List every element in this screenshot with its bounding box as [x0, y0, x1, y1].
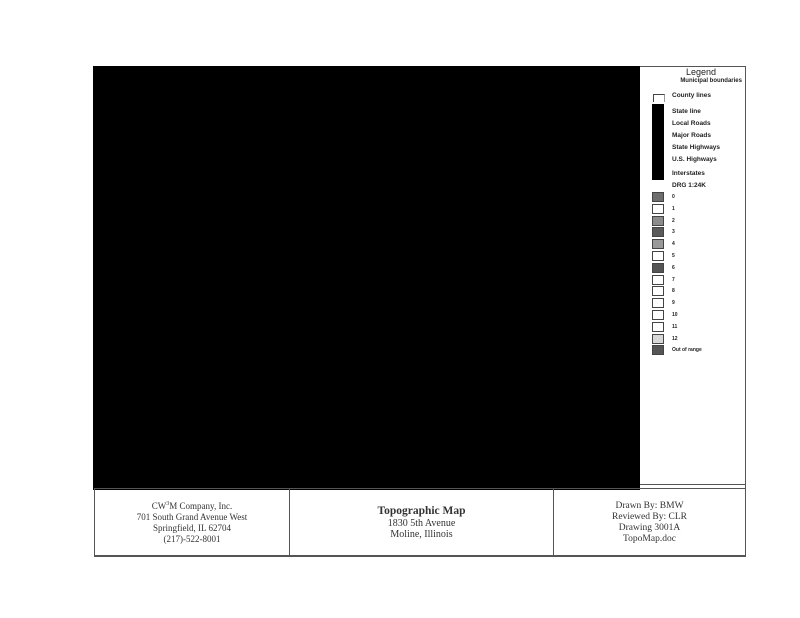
drg-swatch-1 — [652, 204, 664, 214]
drg-label-8: 8 — [672, 288, 675, 295]
legend-item-state-highways: State Highways — [672, 144, 721, 151]
drawing-number: Drawing 3001A — [618, 522, 681, 533]
drg-label-0: 0 — [672, 194, 675, 200]
drg-label-10: 10 — [672, 312, 678, 318]
title-block — [94, 488, 746, 557]
drg-label-3: 3 — [672, 229, 675, 236]
drg-swatch-0 — [652, 192, 664, 202]
drg-swatch-11 — [652, 322, 664, 332]
drg-swatch-10 — [652, 310, 664, 320]
legend-subtitle: Municipal boundaries — [680, 78, 742, 84]
drg-label-11: 11 — [672, 323, 678, 330]
county-line-symbol — [653, 94, 665, 102]
legend-item-county-lines: County lines — [672, 92, 712, 99]
drg-swatch-8 — [652, 286, 664, 296]
drg-swatch-3 — [652, 227, 664, 237]
file-name: TopoMap.doc — [623, 533, 676, 544]
drg-label-6: 6 — [672, 264, 675, 271]
legend — [642, 68, 746, 486]
company-address-line1: 701 South Grand Avenue West — [136, 511, 248, 522]
legend-item-us-highways: U.S. Highways — [672, 156, 717, 163]
company-name: $CW^3M$ Company, Inc. — [151, 500, 233, 511]
drg-swatch-4 — [652, 239, 664, 249]
drg-label-2: 2 — [672, 217, 675, 224]
road-symbols-block — [652, 104, 664, 180]
drg-label-12: 12 — [672, 335, 678, 342]
drg-label-4: 4 — [672, 241, 675, 248]
company-info — [95, 489, 290, 556]
drg-swatch-7 — [652, 275, 664, 285]
map-area — [93, 66, 640, 490]
drg-label-13: Out of range — [672, 347, 702, 354]
drg-swatch-13 — [652, 345, 664, 355]
company-address-line2: Springfield, IL 62704 — [153, 522, 231, 533]
legend-item-drg: DRG 1:24K — [672, 182, 706, 189]
drg-swatch-12 — [652, 334, 664, 344]
drg-swatch-6 — [652, 263, 664, 273]
drg-label-7: 7 — [672, 276, 675, 283]
legend-item-local-roads: Local Roads — [672, 120, 711, 127]
drg-swatch-9 — [652, 298, 664, 308]
drawing-info — [554, 489, 745, 556]
drg-label-5: 5 — [672, 253, 675, 259]
drg-label-9: 9 — [672, 300, 675, 307]
project-address-line1: 1830 5th Avenue — [387, 518, 456, 529]
legend-title: Legend — [685, 67, 717, 77]
legend-item-major-roads: Major Roads — [672, 132, 712, 139]
project-info — [290, 489, 554, 556]
drg-swatch-2 — [652, 216, 664, 226]
legend-item-interstates: Interstates — [672, 170, 705, 177]
reviewed-by: Reviewed By: CLR — [612, 511, 687, 522]
drg-swatch-5 — [652, 251, 664, 261]
company-phone: (217)-522-8001 — [163, 533, 221, 544]
drg-label-1: 1 — [672, 205, 675, 212]
project-address-line2: Moline, Illinois — [390, 529, 453, 540]
legend-divider — [640, 484, 746, 485]
map-title: Topographic Map — [377, 505, 466, 517]
legend-item-state-line: State line — [672, 108, 701, 115]
drawn-by: Drawn By: BMW — [615, 500, 684, 511]
